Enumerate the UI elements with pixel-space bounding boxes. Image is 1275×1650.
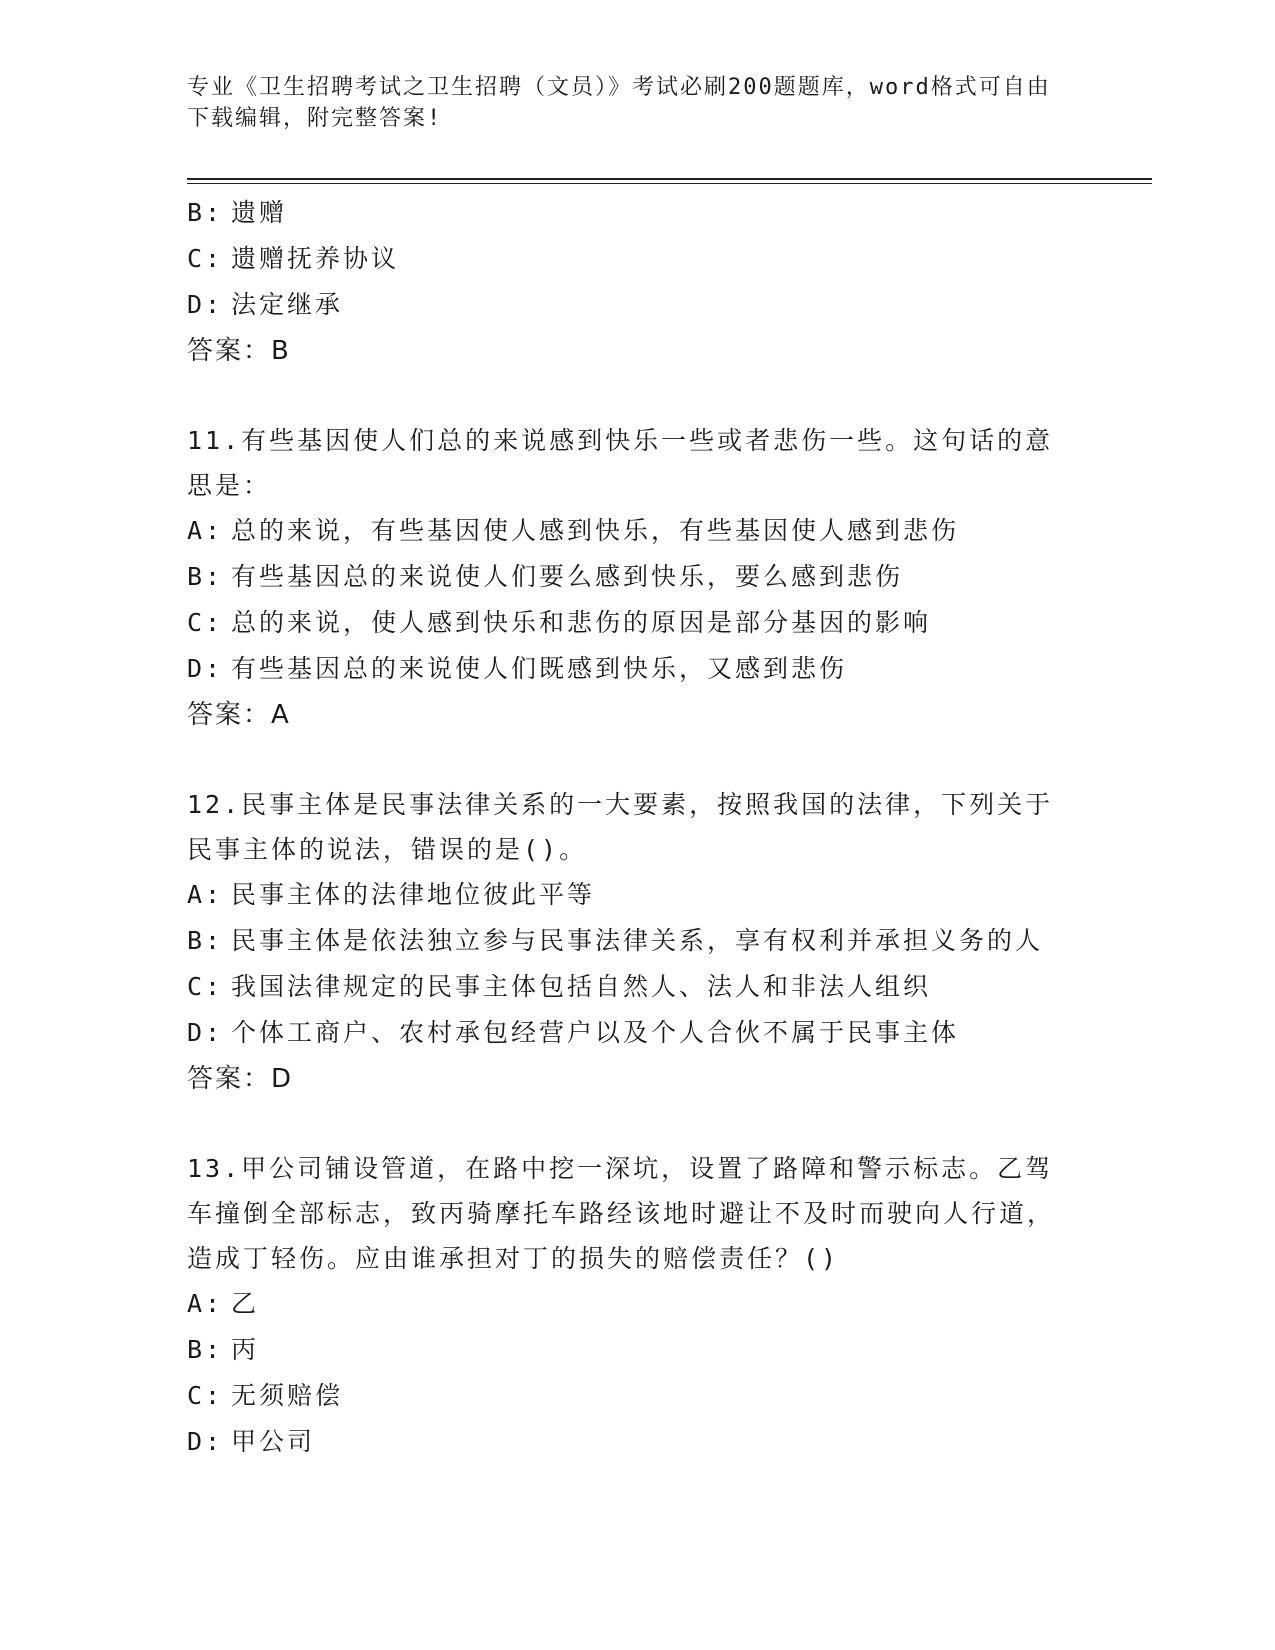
option-b <box>187 918 1087 964</box>
answer-line: 答案：B <box>187 336 291 366</box>
option-text: 乙 <box>231 1289 260 1318</box>
option-a <box>187 872 1087 918</box>
option-label: A: <box>187 1289 224 1318</box>
question-stem: 11.有些基因使人们总的来说感到快乐一些或者悲伤一些。这句话的意思是： <box>187 426 1054 500</box>
spacer <box>187 738 1087 782</box>
option-label: B: <box>187 1335 224 1364</box>
option-a <box>187 1281 1087 1327</box>
option-label: C: <box>187 972 224 1001</box>
option-text: 个体工商户、农村承包经营户以及个人合伙不属于民事主体 <box>231 1018 960 1047</box>
question-stem: 12.民事主体是民事法律关系的一大要素，按照我国的法律，下列关于民事主体的说法，错误的是()。 <box>187 790 1054 864</box>
answer-line: 答案：D <box>187 1064 294 1094</box>
option-c <box>187 964 1087 1010</box>
question-12 <box>187 782 1087 1102</box>
option-text: 甲公司 <box>231 1427 316 1456</box>
option-c <box>187 1373 1087 1419</box>
option-label: B: <box>187 562 224 591</box>
question-11 <box>187 418 1087 738</box>
header-divider-thick <box>187 178 1152 180</box>
option-label: D: <box>187 290 224 319</box>
question-10-continued <box>187 190 1087 374</box>
option-label: D: <box>187 1018 224 1047</box>
question-stem: 13.甲公司铺设管道，在路中挖一深坑，设置了路障和警示标志。乙驾车撞倒全部标志，致丙骑摩托车路经该地时避让不及时而驶向人行道，造成丁轻伤。应由谁承担对丁的损失的赔偿责任？() <box>187 1154 1056 1273</box>
option-a <box>187 508 1087 554</box>
option-d <box>187 1419 1087 1465</box>
spacer <box>187 374 1087 418</box>
option-text: 总的来说，使人感到快乐和悲伤的原因是部分基因的影响 <box>231 608 932 637</box>
option-label: D: <box>187 654 224 683</box>
option-text: 有些基因总的来说使人们要么感到快乐，要么感到悲伤 <box>231 562 904 591</box>
option-label: D: <box>187 1427 224 1456</box>
option-label: B: <box>187 198 224 227</box>
question-13 <box>187 1146 1087 1465</box>
question-list <box>187 190 1087 1465</box>
option-d <box>187 282 1087 328</box>
option-b <box>187 190 1087 236</box>
option-text: 无须赔偿 <box>231 1381 344 1410</box>
option-b <box>187 554 1087 600</box>
option-text: 有些基因总的来说使人们既感到快乐，又感到悲伤 <box>231 654 848 683</box>
header-divider-thin <box>187 183 1152 184</box>
option-b <box>187 1327 1087 1373</box>
option-label: A: <box>187 880 224 909</box>
option-c <box>187 236 1087 282</box>
option-text: 遗赠抚养协议 <box>231 244 400 273</box>
option-label: B: <box>187 926 224 955</box>
option-text: 遗赠 <box>231 198 288 227</box>
option-d <box>187 646 1087 692</box>
option-text: 总的来说，有些基因使人感到快乐，有些基因使人感到悲伤 <box>231 516 960 545</box>
option-text: 法定继承 <box>231 290 344 319</box>
option-c <box>187 600 1087 646</box>
option-text: 我国法律规定的民事主体包括自然人、法人和非法人组织 <box>231 972 932 1001</box>
answer-line: 答案：A <box>187 700 291 730</box>
option-d <box>187 1010 1087 1056</box>
option-label: C: <box>187 1381 224 1410</box>
option-label: C: <box>187 608 224 637</box>
option-text: 民事主体的法律地位彼此平等 <box>231 880 596 909</box>
option-label: C: <box>187 244 224 273</box>
document-header: 专业《卫生招聘考试之卫生招聘（文员）》考试必刷200题题库，word格式可自由下载编辑，附完整答案! <box>187 75 1051 131</box>
spacer <box>187 1102 1087 1146</box>
option-label: A: <box>187 516 224 545</box>
option-text: 丙 <box>231 1335 260 1364</box>
option-text: 民事主体是依法独立参与民事法律关系，享有权利并承担义务的人 <box>231 926 1044 955</box>
